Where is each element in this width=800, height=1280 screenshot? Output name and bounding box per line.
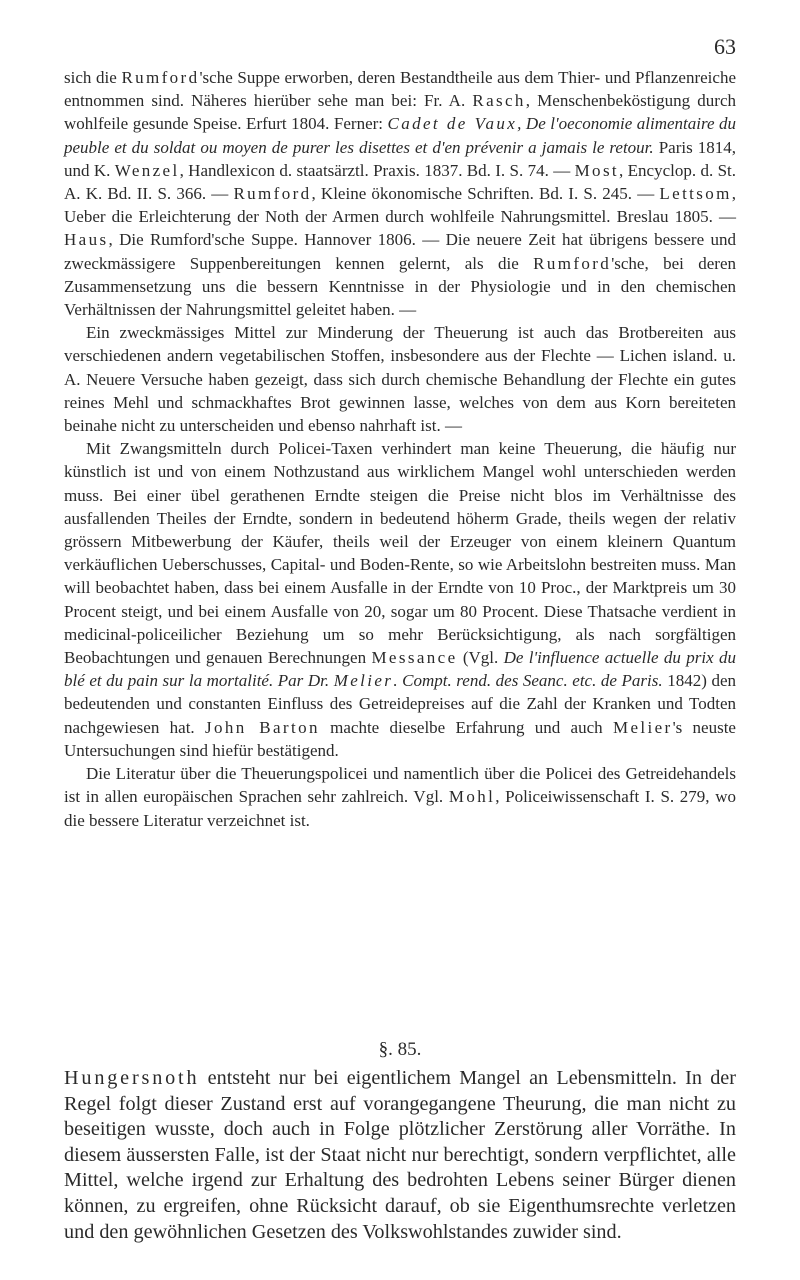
paragraph-rumford-soup: sich die Rumford'sche Suppe erworben, deren Bestandtheile aus dem Thier- und Pflanzenreiche entnommen sind. Näheres hierüber sehe man bei: Fr. A. Rasch, Menschenbeköstigung durch wohlfeile gesunde Speise. Erfurt 1804. Ferner: Cadet de Vaux, De l'oeconomie alimentaire du peuble et du soldat ou moyen de purer les disettes et d'en prévenir a jamais le retour. Paris 1814, und K. Wenzel, Handlexicon d. staatsärztl. Praxis. 1837. Bd. I. S. 74. — Most, Encyclop. d. St. A. K. Bd. II. S. 366. — Rumford, Kleine ökonomische Schriften. Bd. I. S. 245. — Lettsom, Ueber die Erleichterung der Noth der Armen durch wohlfeile Nahrungsmittel. Breslau 1805. — Haus, Die Rumford'sche Suppe. Hannover 1806. — Die neuere Zeit hat übrigens bessere und zweckmässigere Suppenbereitungen kennen gelernt, als die Rumford'sche, bei deren Zusammensetzung uns die bessern Kenntnisse in der Physiologie und in den chemischen Verhältnissen der Nahrungsmittel geleitet haben. —: [64, 68, 737, 320]
section-heading: §. 85.: [378, 1039, 422, 1060]
page-number: 63: [714, 34, 736, 59]
paragraph-price-taxes: Mit Zwangsmitteln durch Policei-Taxen verhindert man keine Theuerung, die häufig nur künstlich ist und von einem Nothzustand aus wirklichem Mangel wohl unterschieden werden muss. Bei einer übel gerathenen Erndte steigen die Preise nicht blos im Verhältnisse des ausfallenden Theiles der Erndte, sondern in bedeutend höherm Grade, theils wegen der relativ grössern Mitbewerbung der Käufer, theils weil der Erzeuger von einem kleinern Quantum verkäuflichen Ueberschusses, Capital- und Boden-Rente, so wie Arbeitslohn bestreiten muss. Man will beobachtet haben, dass bei einem Ausfalle in der Erndte von 10 Proc., der Marktpreis um 30 Procent steigt, und bei einem Ausfalle von 20, sogar um 80 Procent. Diese Thatsache verdient in medicinal-policeilicher Beziehung um so mehr Berücksichtigung, als nach sorgfältigen Beobachtungen und genauen Berechnungen Messance (Vgl. De l'influence actuelle du prix du blé et du pain sur la mortalité. Par Dr. Melier. Compt. rend. des Seanc. etc. de Paris. 1842) den bedeutenden und constanten Einfluss des Getreidepreises auf die Zahl der Kranken und Todten nachgewiesen hat. John Barton machte dieselbe Erfahrung und auch Melier's neuste Untersuchungen sind hiefür bestätigend.: [64, 439, 736, 760]
paragraph-famine: Hungersnoth entsteht nur bei eigentlichem Mangel an Lebensmitteln. In der Regel folgt dieser Zustand erst auf vorangegangene Theurung, die man nicht zu beseitigen wusste, doch auch in Folge plötzlicher Zerstörung aller Vorräthe. In diesem äussersten Falle, ist der Staat nicht nur berechtigt, sondern verpflichtet, alle Mittel, welche irgend zur Erhaltung des bedrohten Lebens seiner Bürger dienen können, zu ergreifen, ohne Rücksicht darauf, ob sie Eigenthumsrechte verletzen und den gewöhnlichen Gesetzen des Volkswohlstandes zuwider sind.: [64, 1067, 736, 1243]
term-hungersnoth: Hungersnoth: [64, 1067, 200, 1089]
main-text-block: [64, 1066, 736, 1245]
paragraph-literature: Die Literatur über die Theuerungspolicei und namentlich über die Policei des Getreidehandels ist in allen europäischen Sprachen sehr zahlreich. Vgl. Mohl, Policeiwissenschaft I. S. 279, wo die bessere Literatur verzeichnet ist.: [64, 764, 736, 830]
paragraph-bread-from-lichen: Ein zweckmässiges Mittel zur Minderung der Theuerung ist auch das Brotbereiten aus verschiedenen andern vegetabilischen Stoffen, insbesondere aus der Flechte — Lichen island. u. A. Neuere Versuche haben gezeigt, dass sich durch chemische Behandlung der Flechte ein gutes reines Mehl und schmackhaftes Brot gewinnen lasse, welches von dem aus Korn bereiteten beinahe nicht zu unterscheiden und ebenso nahrhaft ist. —: [64, 323, 736, 436]
footnote-text-block: [64, 66, 736, 832]
